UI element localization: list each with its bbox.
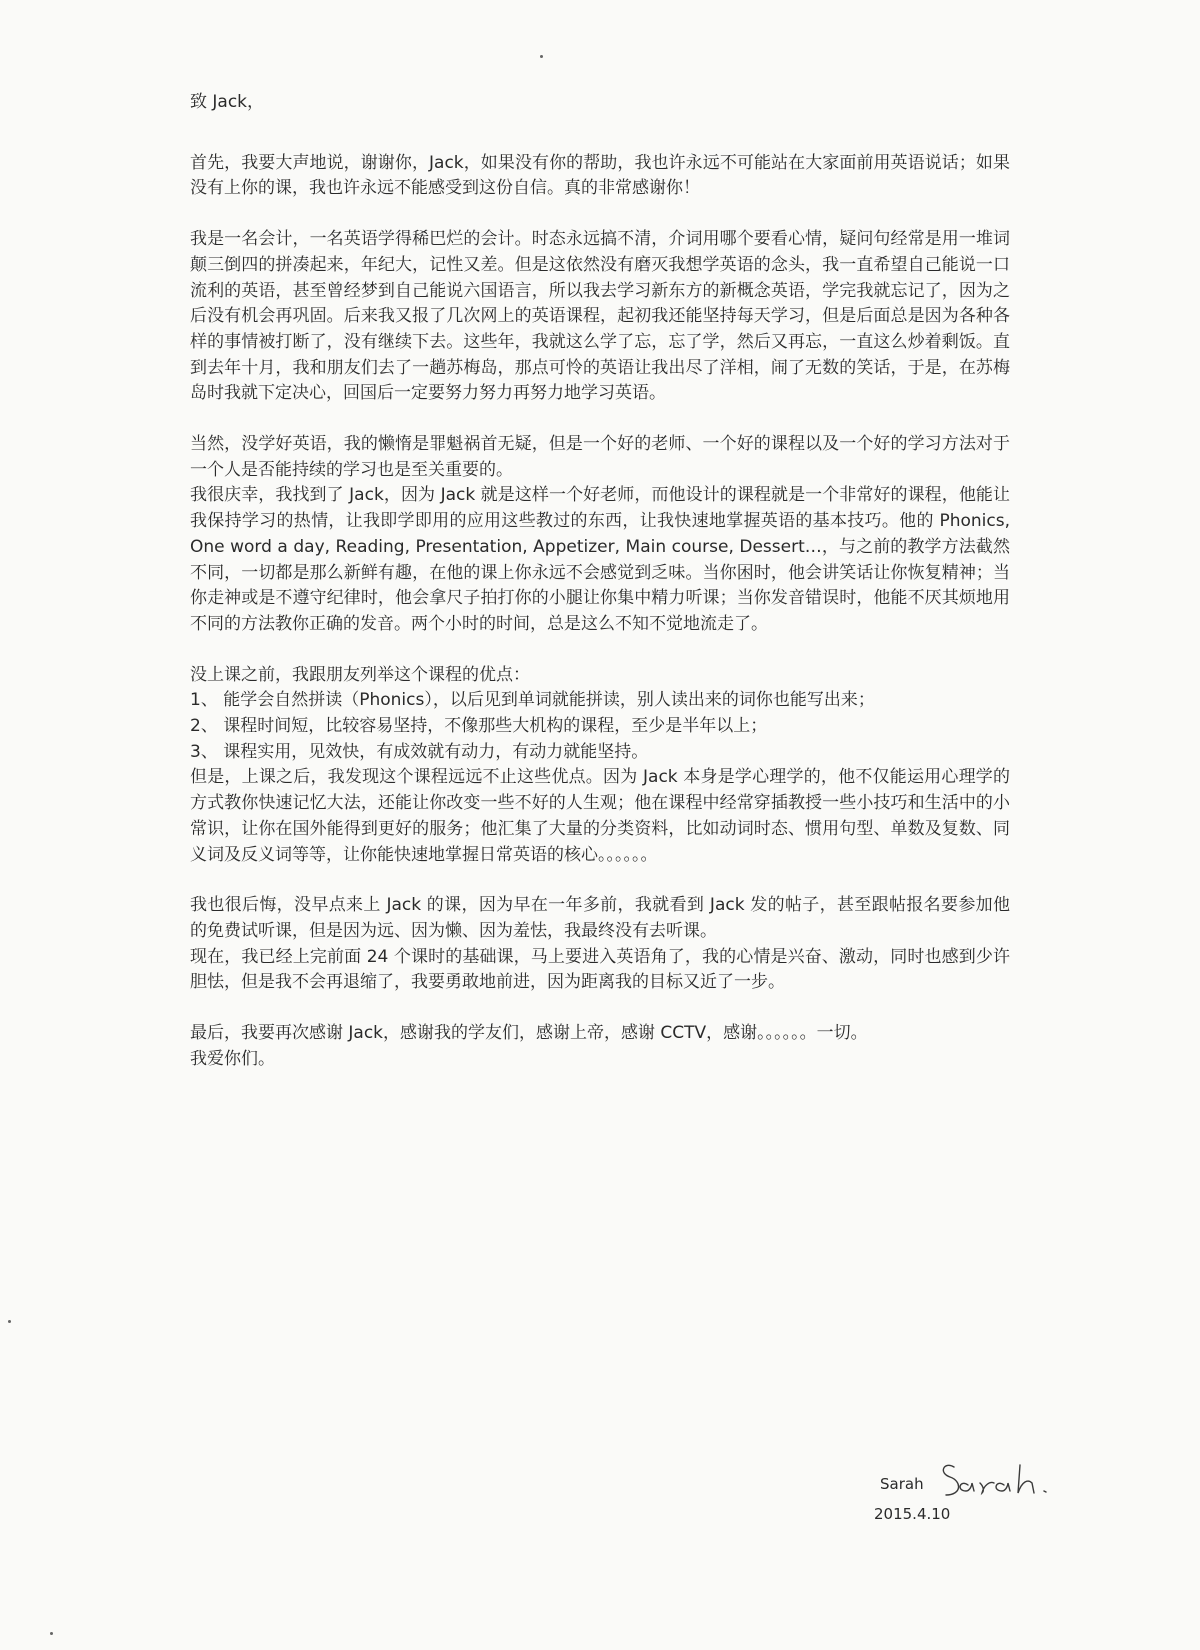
paragraph-text: 我是一名会计，一名英语学得稀巴烂的会计。时态永远搞不清，介词用哪个要看心情，疑问句经常是用一堆词颠三倒四的拼凑起来，年纪大，记性又差。但是这依然没有磨灭我想学英语的念头，我一直希望自己能说一口流利的英语，甚至曾经梦到自己能说六国语言，所以我去学习新东方的新概念英语，学完我就忘记了，因为之后没有机会再巩固。后来我又报了几次网上的英语课程，起初我还能坚持每天学习，但是后面总是因为各种各样的事情被打断了，没有继续下去。这些年，我就这么学了忘，忘了学，然后又再忘，一直这么炒着剩饭。直到去年十月，我和朋友们去了一趟苏梅岛，那点可怜的英语让我出尽了洋相，闹了无数的笑话，于是，在苏梅岛时我就下定决心，回国后一定要努力努力再努力地学习英语。 xyxy=(190,229,1010,404)
paragraph-text: 我也很后悔，没早点来上 Jack 的课，因为早在一年多前，我就看到 Jack 发的帖子，甚至跟帖报名要参加他的免费试听课，但是因为远、因为懒、因为羞怯，我最终没有去听课。 xyxy=(190,895,1010,941)
paragraph-teacher xyxy=(190,432,1010,638)
paragraph-text: 没上课之前，我跟朋友列举这个课程的优点： xyxy=(190,664,530,685)
signature-block xyxy=(874,1455,1120,1535)
list-item: 2、 课程时间短，比较容易坚持，不像那些大机构的课程，至少是半年以上； xyxy=(190,716,768,737)
paragraph-background xyxy=(190,227,1010,407)
paragraph-text: 但是，上课之后，我发现这个课程远远不止这些优点。因为 Jack 本身是学心理学的，他不仅能运用心理学的方式教你快速记忆大法，还能让你改变一些不好的人生观；他在课程中经常穿插教授一些小技巧和生活中的小常识，让你在国外能得到更好的服务；他汇集了大量的分类资料，比如动词时态、惯用句型、单数及复数、同义词及反义词等等，让你能快速地掌握日常英语的核心。。。。。。 xyxy=(190,767,1010,865)
scan-speck xyxy=(50,1632,53,1635)
list-item: 1、 能学会自然拼读（Phonics），以后见到单词就能拼读，别人读出来的词你也能写出来； xyxy=(190,690,875,711)
paragraph-text: 当然，没学好英语，我的懒惰是罪魁祸首无疑，但是一个好的老师、一个好的课程以及一个好的学习方法对于一个人是否能持续的学习也是至关重要的。 xyxy=(190,434,1010,480)
paragraph-text: 首先，我要大声地说，谢谢你，Jack，如果没有你的帮助，我也许永远不可能站在大家面前用英语说话；如果没有上你的课，我也许永远不能感受到这份自信。真的非常感谢你！ xyxy=(190,152,1010,199)
paragraph-text: 我爱你们。 xyxy=(190,1048,275,1069)
paragraph-text: 我很庆幸，我找到了 Jack，因为 Jack 就是这样一个好老师，而他设计的课程就是一个非常好的课程，他能让我保持学习的热情，让我即学即用的应用这些教过的东西，让我快速地掌握英语的基本技巧。他的 Phonics, One word a day, Reading, Presentation, Appetizer, Main course, Dessert…，与之前的教学方法截然不同，一切都是那么新鲜有趣，在他的课上你永远不会感觉到乏味。当你困时，他会讲笑话让你恢复精神；当你走神或是不遵守纪律时，他会拿尺子拍打你的小腿让你集中精力听课；当你发音错误时，他能不厌其烦地用不同的方法教你正确的发音。两个小时的时间，总是这么不知不觉地流走了。 xyxy=(190,485,1010,634)
paragraph-regret xyxy=(190,893,1010,996)
paragraph-text: 现在，我已经上完前面 24 个课时的基础课，马上要进入英语角了，我的心情是兴奋、激动，同时也感到少许胆怯，但是我不会再退缩了，我要勇敢地前进，因为距离我的目标又近了一步。 xyxy=(190,946,1010,993)
handwritten-signature xyxy=(940,1455,1090,1505)
signature-date: 2015.4.10 xyxy=(874,1505,951,1523)
paragraph-thanks xyxy=(190,151,1010,202)
letter-body xyxy=(190,90,1010,1098)
signature-name: Sarah xyxy=(880,1475,924,1493)
paragraph-advantages xyxy=(190,663,1010,869)
paragraph-text: 最后，我要再次感谢 Jack，感谢我的学友们，感谢上帝，感谢 CCTV，感谢。。。。。。一切。 xyxy=(190,1023,868,1044)
scan-speck xyxy=(540,55,543,58)
list-item: 3、 课程实用，见效快，有成效就有动力，有动力就能坚持。 xyxy=(190,741,649,762)
scan-speck xyxy=(8,1320,11,1323)
letter-greeting: 致 Jack， xyxy=(190,92,265,112)
paragraph-closing xyxy=(190,1021,1010,1072)
